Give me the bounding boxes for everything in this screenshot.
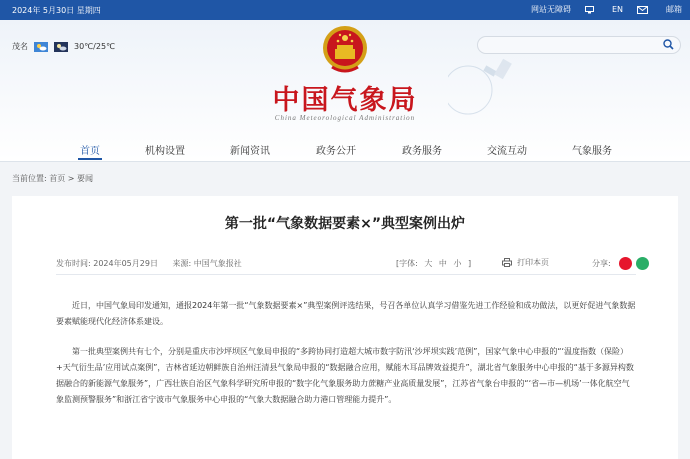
search-icon[interactable] [663,39,674,50]
printer-icon [502,258,512,267]
top-bar [0,0,690,20]
print-button[interactable] [502,257,549,268]
site-logo-title[interactable]: 中国气象局 [272,85,418,116]
article-source: 来源: 中国气象报社 [172,259,242,268]
breadcrumb [12,173,93,184]
main-nav [0,137,690,161]
nav-item-organization[interactable]: 机构设置 [145,146,185,157]
night-cloud-icon [54,42,68,52]
article-paragraph-1: 近日，中国气象局印发通知，通报2024年第一批“气象数据要素×”典型案例评选结果，号召各单位认真学习借鉴先进工作经验和成功做法，以更好促进气象数据要素赋能现代化经济体系建设。 [56,301,636,326]
breadcrumb-separator: > [67,174,75,183]
font-size-large[interactable]: 大 [424,259,433,268]
monitor-icon [585,6,594,14]
top-links [503,4,682,15]
breadcrumb-home[interactable]: 首页 [49,174,66,183]
font-size-medium[interactable]: 中 [438,259,447,268]
font-size-small[interactable]: 小 [453,259,462,268]
site-logo-subtitle: China Meteorological Administration [274,114,416,122]
publish-date: 发布时间: 2024年05月29日 [56,259,158,268]
article-panel [12,196,678,459]
share-label: 分享: [592,259,611,268]
mail-label: 邮箱 [666,5,682,14]
nav-item-government-affairs[interactable]: 政务公开 [316,146,356,157]
breadcrumb-prefix: 当前位置: [12,174,47,183]
share-bar [592,257,649,270]
font-size-label: [字体: [396,259,418,268]
sun-cloud-icon [34,42,48,52]
nav-item-home[interactable]: 首页 [80,146,100,157]
accessibility-link[interactable] [517,4,571,15]
article-paragraph-2: 第一批典型案例共有七个，分别是重庆市沙坪坝区气象局申报的“多跨协同打造超大城市数字防汛‘沙坪坝实践’范例”，国家气象中心申报的“‘温度指数（保险）+天气衍生品’应用试点案例”，吉林省延边朝鲜族自治州汪清县气象局申报的“数据融合应用，赋能木耳品牌效益提升”，湖北省气象服务中心申报的“基于多源异构数据融合的新能源气象服务”，广西壮族自治区气象科学研究所申报的“数字化气象服务助力蔗糖产业高质量发展”，江苏省气象台申报的“‘省—市—机场’一体化航空气象监测预警服务”和浙江省宁波市气象服务中心申报的“气象大数据融合助力港口管理能力提升”。 [56,347,634,404]
accessibility-label: 网站无障碍 [530,5,571,14]
weather-city: 茂名 [12,42,28,51]
wechat-share-icon[interactable] [636,257,649,270]
meta-divider [56,274,636,275]
nav-item-weather-services[interactable]: 气象服务 [572,146,612,157]
breadcrumb-current[interactable]: 要闻 [77,174,94,183]
nav-item-government-services[interactable]: 政务服务 [402,146,442,157]
article-title: 第一批“气象数据要素×”典型案例出炉 [224,216,466,232]
font-size-switcher [396,258,471,269]
article-meta [56,258,242,269]
current-date: 2024年 5月30日 星期四 [12,6,101,15]
print-label: 打印本页 [517,258,549,267]
mail-icon [637,6,648,14]
weather-widget [12,41,115,52]
font-size-end: ] [468,259,472,268]
nav-item-news[interactable]: 新闻资讯 [230,146,270,157]
weather-temp: 30℃/25℃ [74,42,116,51]
english-label: EN [611,5,623,14]
mail-link[interactable] [637,4,682,15]
weibo-share-icon[interactable] [619,257,632,270]
nav-active-indicator [78,158,102,160]
english-link[interactable] [585,5,623,14]
nav-item-interaction[interactable]: 交流互动 [487,146,527,157]
national-emblem-icon [320,23,370,77]
